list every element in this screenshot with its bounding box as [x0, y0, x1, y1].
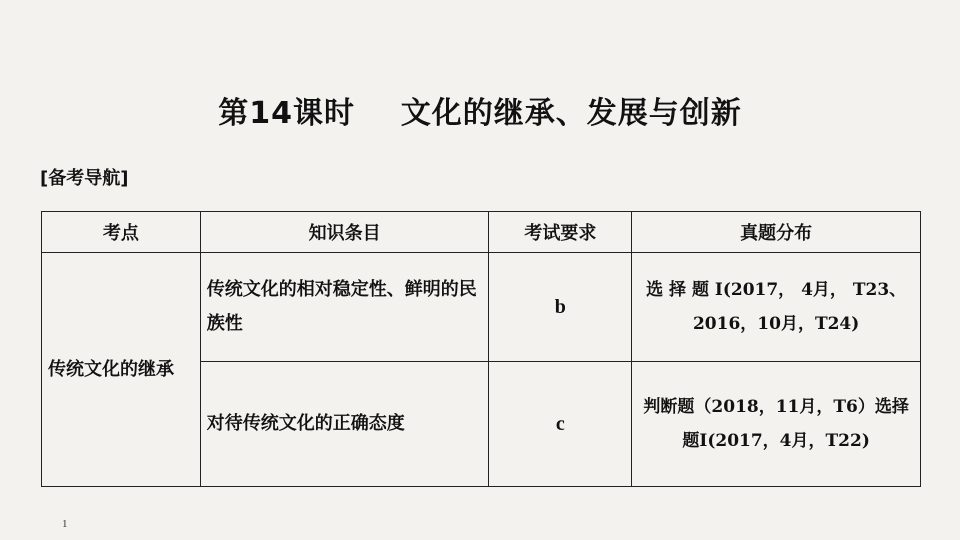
lesson-title: 第14课时 文化的继承、发展与创新 — [218, 96, 742, 131]
table-header-row — [42, 212, 921, 253]
header-point: 考点 — [42, 212, 201, 253]
distribution-cell: 判断题（2018，11月，T6）选择题I(2017，4月，T22) — [632, 362, 921, 487]
section-label: [备考导航] — [40, 168, 129, 189]
page-number: 1 — [62, 518, 68, 530]
exam-guide-table — [41, 211, 921, 487]
item-cell: 对待传统文化的正确态度 — [200, 362, 489, 487]
header-item: 知识条目 — [200, 212, 489, 253]
item-cell: 传统文化的相对稳定性、鲜明的民族性 — [200, 253, 489, 362]
requirement-cell: b — [489, 253, 632, 362]
distribution-cell: 选 择 题 I(2017， 4月， T23、2016，10月，T24) — [632, 253, 921, 362]
requirement-cell: c — [489, 362, 632, 487]
header-requirement: 考试要求 — [489, 212, 632, 253]
header-distribution: 真题分布 — [632, 212, 921, 253]
topic-cell: 传统文化的继承 — [42, 253, 201, 487]
table-row — [42, 253, 921, 362]
